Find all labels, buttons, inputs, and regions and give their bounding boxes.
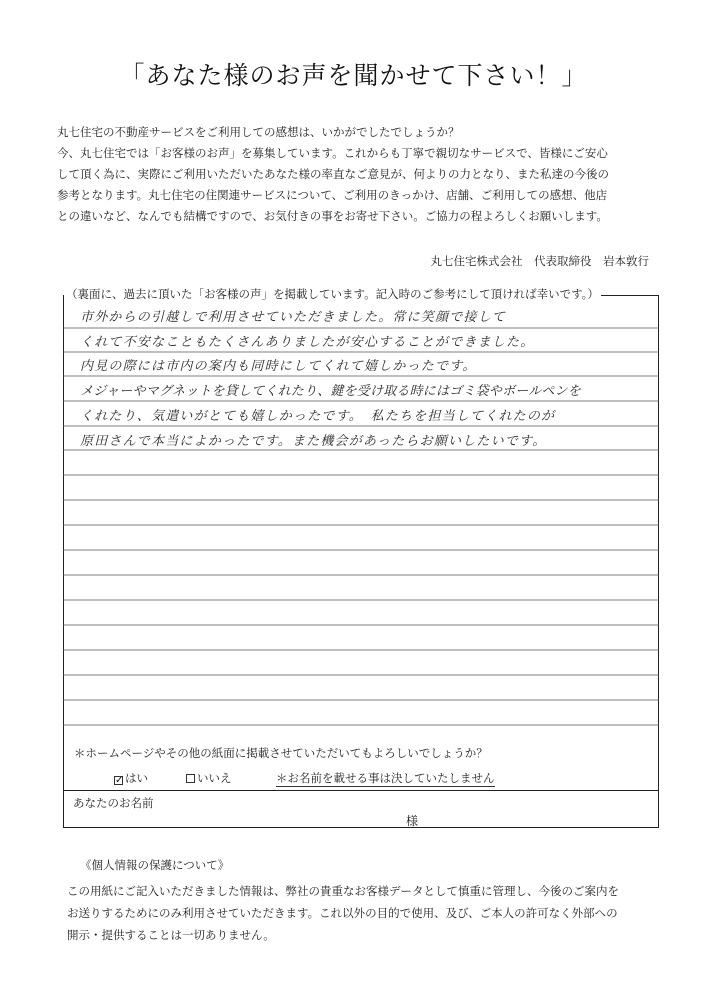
privacy-line: お送りするためにのみ利用させていただきます。これ以外の目的で使用、及び、ご本人の許可なく外部への bbox=[67, 906, 618, 920]
checkbox-no[interactable] bbox=[186, 774, 195, 783]
intro-text bbox=[57, 122, 657, 227]
name-suffix: 様 bbox=[406, 814, 419, 828]
intro-line: 参考となります。丸七住宅の住関連サービスについて、ご利用のきっかけ、店舗、ご利用しての感想、他店 bbox=[57, 188, 608, 202]
reference-note: （裏面に、過去に頂いた「お客様の声」を掲載しています。記入時のご参考にして頂ければ幸いです。） bbox=[66, 287, 599, 301]
name-label: あなたのお名前 bbox=[73, 796, 154, 810]
intro-line: 今、丸七住宅では「お客様のお声」を募集しています。これからも丁寧で親切なサービスで、皆様にご安心 bbox=[57, 146, 608, 160]
consent-no-label: いいえ bbox=[197, 771, 232, 785]
handwritten-line: くれたり、気遣いがとても嬉しかったです。 私たちを担当してくれたのが bbox=[80, 409, 556, 424]
handwritten-line: 市外からの引越しで利用させていただきました。常に笑顔で接して bbox=[80, 310, 507, 325]
handwritten-line: 原田さんで本当によかったです。また機会があったらお願いしたいです。 bbox=[80, 434, 547, 449]
name-privacy-note bbox=[276, 770, 495, 786]
consent-yes-option[interactable] bbox=[114, 770, 148, 786]
intro-line: との違いなど、なんでも結構ですので、お気付きの事をお寄せ下さい。ご協力の程よろしくお願いします。 bbox=[57, 209, 608, 223]
intro-line: して頂く為に、実際にご利用いただいたあなた様の率直なご意見が、何よりの力となり、また私達の今後の bbox=[57, 167, 609, 181]
privacy-line: この用紙にご記入いただきました情報は、弊社の貴重なお客様データとして慎重に管理し、今後のご案内を bbox=[67, 884, 619, 898]
name-privacy-note-text: ＊お名前を載せる事は決していたしません bbox=[276, 771, 495, 785]
handwritten-line: メジャーやマグネットを貸してくれたり、鍵を受け取る時にはゴミ袋やボールペンを bbox=[80, 384, 581, 399]
handwritten-line: くれて不安なこともたくさんありましたが安心することができました。 bbox=[80, 335, 535, 350]
intro-line: 丸七住宅の不動産サービスをご利用しての感想は、いかがでしたでしょうか？ bbox=[57, 125, 460, 139]
checkbox-yes[interactable]: ✓ bbox=[115, 775, 124, 786]
consent-no-option[interactable] bbox=[186, 770, 232, 786]
privacy-text bbox=[67, 880, 687, 946]
consent-question: ＊ホームページやその他の紙面に掲載させていただいてもよろしいでしょうか？ bbox=[74, 746, 488, 760]
consent-yes-label: はい bbox=[125, 771, 148, 785]
page-title: 「あなた様のお声を聞かせて下さい！」 bbox=[119, 61, 588, 90]
privacy-title: 《個人情報の保護について》 bbox=[80, 858, 230, 872]
handwritten-line: 内見の際には市内の案内も同時にしてくれて嬉しかったです。 bbox=[80, 359, 477, 374]
name-divider bbox=[63, 790, 659, 791]
privacy-line: 開示・提供することは一切ありません。 bbox=[67, 928, 275, 942]
signature: 丸七住宅株式会社 代表取締役 岩本敦行 bbox=[430, 254, 649, 268]
